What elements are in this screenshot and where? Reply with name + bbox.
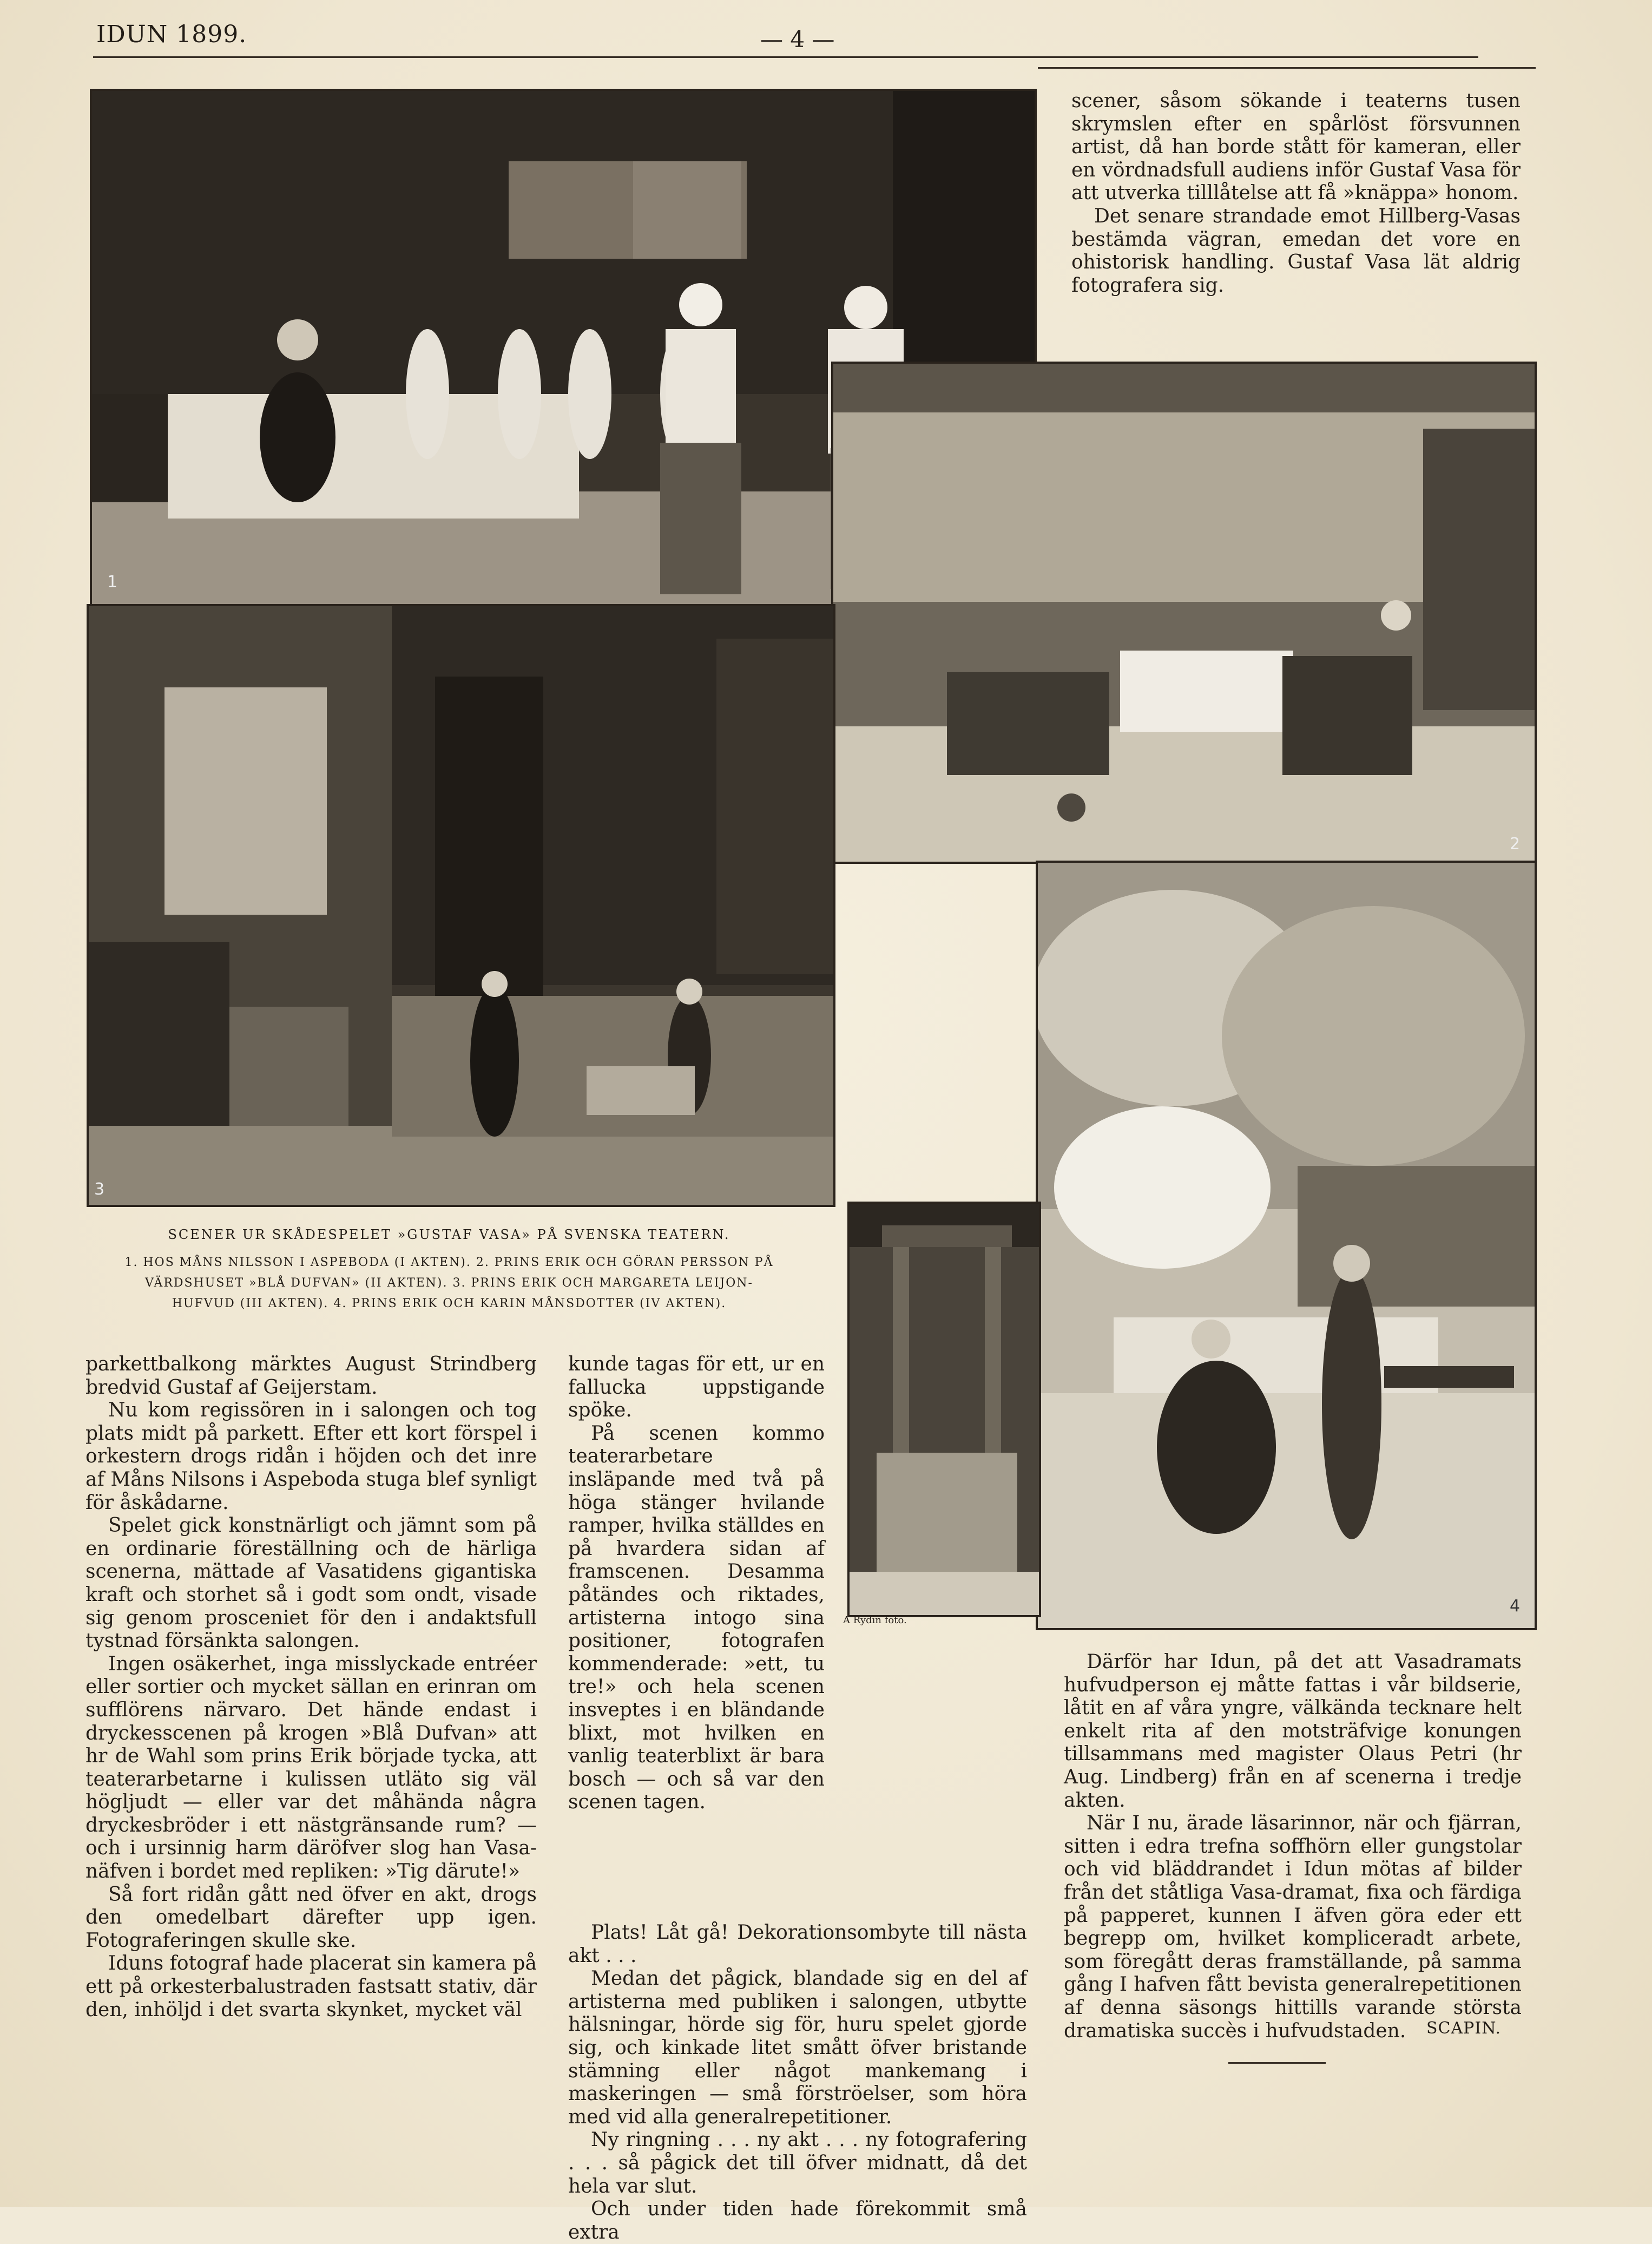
right-column [1064,1651,1522,2043]
caption-title: SCENER UR SKÅDESPELET »GUSTAF VASA» PÅ SVENSKA TEATERN. [168,1227,730,1242]
paragraph: Och under tiden hade förekommit små extra [568,2198,1027,2243]
photo-4-well-image [850,1204,1039,1615]
paragraph: Plats! Låt gå! Dekorationsombyte till nästa akt . . . [568,1921,1027,1967]
middle-column-narrow [568,1353,825,1814]
author-signature: SCAPIN. [1426,2019,1502,2038]
photo-4 [1036,861,1537,1630]
paragraph: Ingen osäkerhet, inga misslyckade entréer eller sortier och mycket sällan en erinran om sufflörens närvaro. Det hände endast i dryckesscenen på krogen »Blå Dufvan» att hr de Wahl som prins Erik började tycka, att teaterarbetarne i kulissen utläto sig väl högljudt — eller var det måhända några dryckesbröder i ett nästgränsande rum? — och i ursinnig harm däröfver slog han Vasa-näfven i bordet med repliken: »Tig därute!» [85,1652,537,1883]
header-rule [93,56,1478,58]
caption-line: HUFVUD (III AKTEN). 4. PRINS ERIK OCH KARIN MÅNSDOTTER (IV AKTEN). [172,1297,727,1310]
photo-caption [87,1224,812,1314]
paragraph: scener, såsom sökande i teaterns tusen skrymslen efter en spårlöst försvunnen artist, då han borde stått för kameran, eller en vördnadsfull audiens inför Gustaf Vasa för att utverka tilllåtelse att få »knäppa» honom. [1071,90,1521,205]
header-rule-right [1038,67,1536,69]
photo-2 [831,362,1537,864]
paragraph: Därför har Idun, på det att Vasadramats hufvudperson ej måtte fattas i vår bildserie, låtit en af våra yngre, välkända tecknare helt enkelt rita af den motsträfvige konungen tillsammans med magister Olaus Petri (hr Aug. Lindberg) från en af scenerna i tredje akten. [1064,1651,1522,1812]
page-number: — 4 — [760,26,835,53]
paragraph: Spelet gick konstnärligt och jämnt som på en ordinarie föreställning och de härliga scenerna, mättade af Vasatidens gigantiska kraft och storhet så i godt som ondt, visade sig genom prosceniet för den i andaktsfull tystnad försänkta salongen. [85,1514,537,1652]
paragraph: kunde tagas för ett, ur en fallucka uppstigande spöke. [568,1353,825,1422]
paragraph: Medan det pågick, blandade sig en del af artisterna med publiken i salongen, utbytte hälsningar, hörde sig för, huru spelet gjorde sig, och kinkade litet smått öfver bristande stämning eller något mankemang i maskeringen — små förströelser, som höra med vid alla generalrepetitioner. [568,1967,1027,2128]
paragraph: parkettbalkong märktes August Strindberg bredvid Gustaf af Geijerstam. [85,1353,537,1399]
photo-4-number: 4 [1510,1597,1521,1616]
paragraph: När I nu, ärade läsarinnor, när och fjärran, sitten i edra trefna soffhörn eller gungstolar och vid bläddrandet i Idun mötas af bilder från det ståtliga Vasa-dramat, fixa och färdiga på papperet, kunnen I äfven göra eder ett begrepp om, hvilket kompliceradt arbete, som föregått deras framställande, på samma gång I hafven fått bevista generalrepetitionen af denna säsongs hittills varande största dramatiska succès i hufvudstaden. [1064,1812,1522,2042]
masthead: IDUN 1899. [96,21,247,48]
photo-3 [87,604,835,1207]
end-rule [1228,2062,1326,2064]
photo-4-image [1038,863,1535,1628]
paragraph: Nu kom regissören in i salongen och tog plats midt på parkett. Efter ett kort förspel i orkestern drogs ridån i höjden och det inre af Måns Nilsons i Aspeboda stuga blef synligt för åskådarne. [85,1399,537,1514]
paragraph: Det senare strandade emot Hillberg-Vasas bestämda vägran, emedan det vore en ohistorisk handling. Gustaf Vasa lät aldrig fotografera sig. [1071,205,1521,297]
photo-1-number: 1 [107,573,118,592]
caption-line: VÄRDSHUSET »BLÅ DUFVAN» (II AKTEN). 3. PRINS ERIK OCH MARGARETA LEIJON- [145,1276,753,1290]
photo-2-image [833,364,1535,862]
photo-3-number: 3 [94,1180,105,1199]
caption-line: 1. HOS MÅNS NILSSON I ASPEBODA (I AKTEN). 2. PRINS ERIK OCH GÖRAN PERSSON PÅ [124,1256,774,1269]
left-column [85,1353,537,2022]
paragraph: Ny ringning . . . ny akt . . . ny fotografering . . . så pågick det till öfver midnatt, då det hela var slut. [568,2129,1027,2197]
photo-3-image [89,606,833,1205]
paragraph: På scenen kommo teaterarbetare insläpande med två på höga stänger hvilande ramper, hvilka ställdes en på hvardera sidan af framscenen. Desamma påtändes och riktades, artisterna intogo sina positioner, fotografen kommenderade: »ett, tu tre!» och hela scenen insveptes i en bländande blixt, mot hvilken en vanlig teaterblixt är bara bosch — och så var den scenen tagen. [568,1422,825,1814]
top-right-column [1071,90,1521,297]
middle-column-lower [568,1921,1027,2244]
photo-4-well-section [847,1202,1041,1617]
photo-2-number: 2 [1510,835,1521,854]
photo-credit: A Rydin foto. [843,1615,907,1626]
paragraph: Iduns fotograf hade placerat sin kamera på ett på orkesterbalustraden fastsatt stativ, där den, inhöljd i det svarta skynket, mycket väl [85,1952,537,2021]
paragraph: Så fort ridån gått ned öfver en akt, drogs den omedelbart därefter upp igen. Fotograferingen skulle ske. [85,1883,537,1952]
